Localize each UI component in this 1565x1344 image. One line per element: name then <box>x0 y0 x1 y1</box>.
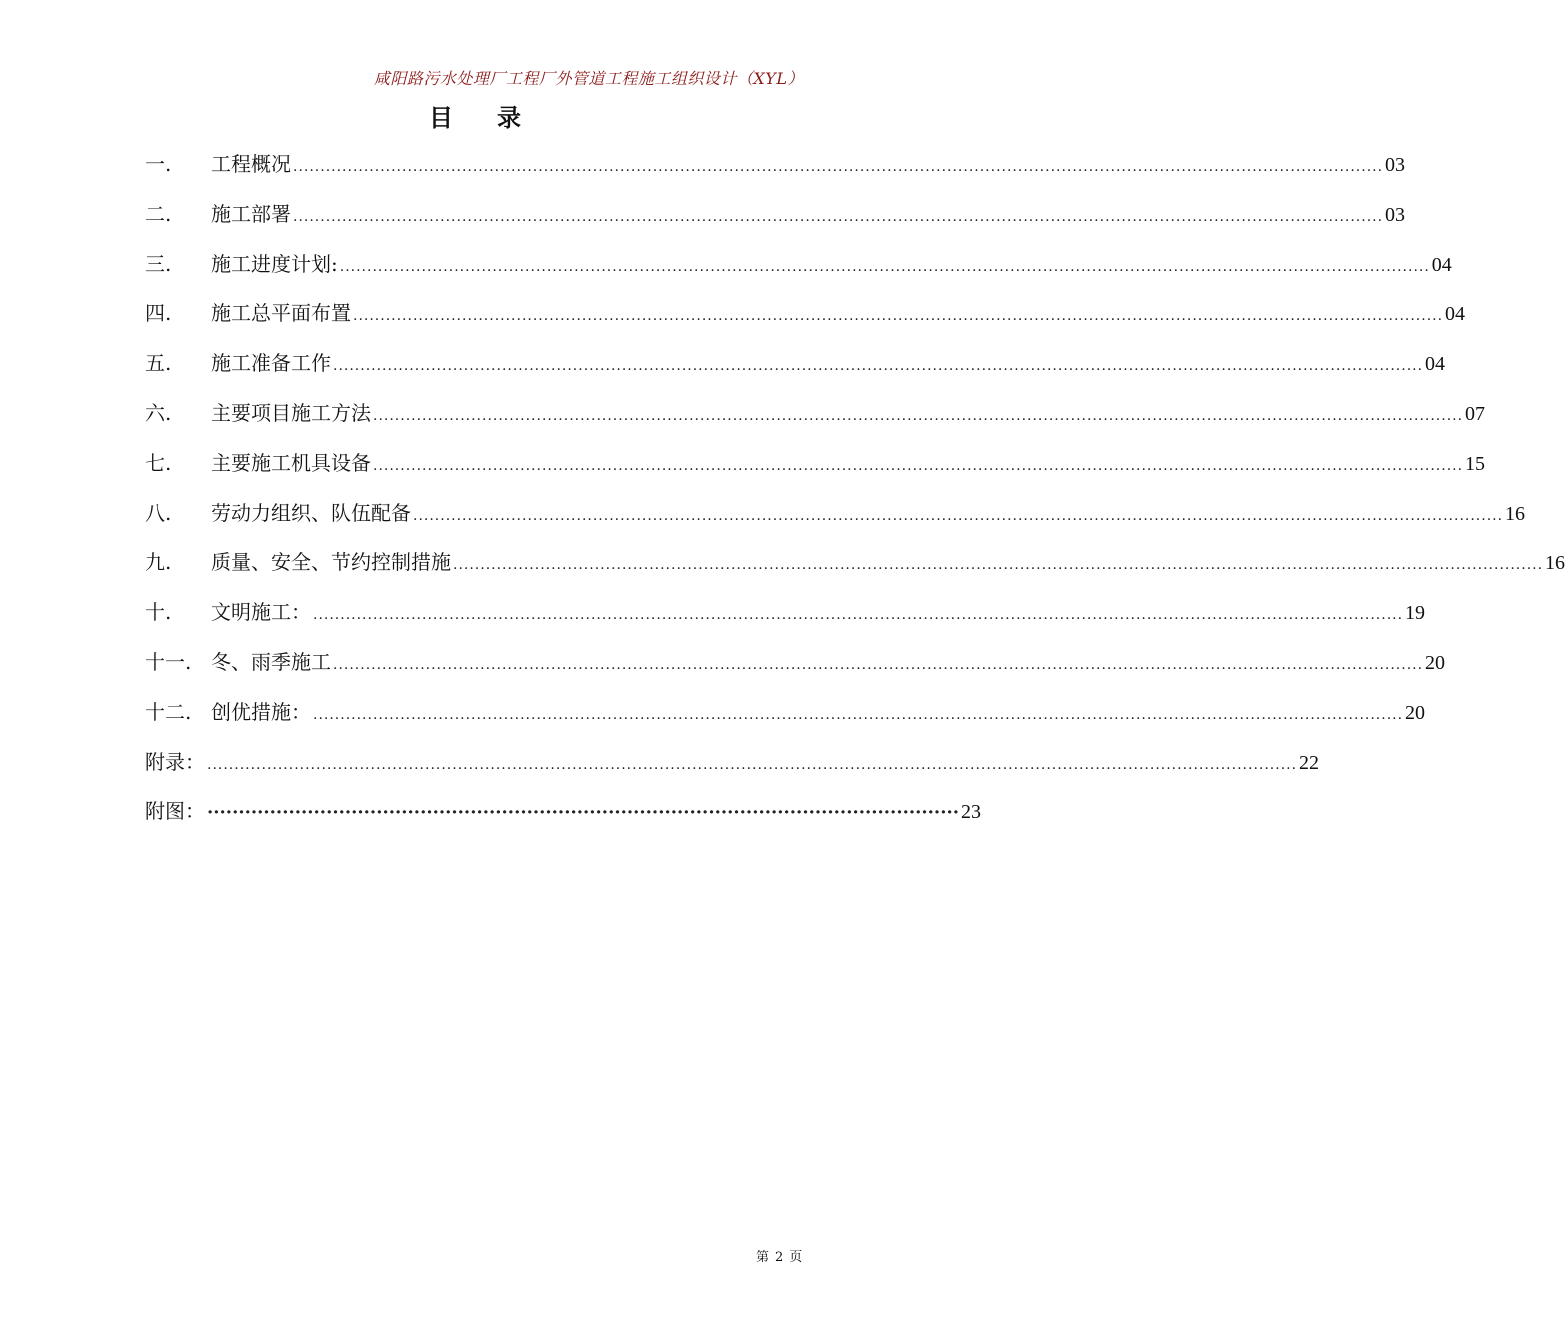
dot-leader: ........................................................................................................................................................................................................ <box>333 358 1424 375</box>
page-title <box>0 98 950 133</box>
toc-entry-label: 创优措施： <box>211 699 311 724</box>
toc-entry-number: 四. <box>145 301 172 326</box>
toc-entry-number: 十. <box>145 600 172 625</box>
toc-entry-number: 七. <box>145 450 172 475</box>
footer-page-number: 2 <box>775 1250 784 1265</box>
toc-entry[interactable] <box>145 445 1486 495</box>
toc-entry-page: 22 <box>1299 751 1320 774</box>
toc-entry-label: 主要项目施工方法 <box>211 400 371 425</box>
toc-entry-label: 附录： <box>145 749 205 774</box>
toc-entry-page: 03 <box>1385 203 1406 226</box>
title-char-2: 录 <box>497 103 521 132</box>
toc-entry-number: 九. <box>145 550 172 575</box>
toc-entry-page: 20 <box>1425 651 1446 674</box>
toc-entry-label: 施工部署 <box>211 201 291 226</box>
toc-entry-label: 工程概况 <box>211 152 291 176</box>
dot-leader: ........................................................................................................................................................................................................ <box>293 208 1384 225</box>
toc-entry[interactable] <box>145 146 1406 196</box>
toc-entry-page: 19 <box>1405 602 1426 625</box>
dot-leader: ························································································································ <box>207 802 959 824</box>
table-of-contents <box>145 146 1565 843</box>
toc-entry[interactable] <box>145 295 1466 345</box>
toc-entry-number: 十一. <box>145 649 192 674</box>
page-number-footer <box>756 1246 808 1265</box>
toc-entry[interactable] <box>145 196 1406 246</box>
toc-entry-page: 04 <box>1431 253 1452 276</box>
toc-entry[interactable] <box>145 345 1446 395</box>
toc-entry[interactable] <box>145 246 1452 296</box>
toc-entry[interactable] <box>145 644 1446 694</box>
toc-entry-number: 六. <box>145 400 172 425</box>
footer-suffix: 页 <box>789 1250 803 1265</box>
title-char-1: 目 <box>429 103 453 132</box>
toc-entry[interactable] <box>145 395 1486 445</box>
toc-entry[interactable] <box>145 694 1426 744</box>
toc-entry-label: 主要施工机具设备 <box>211 450 371 475</box>
dot-leader: ........................................................................................................................................................................................................ <box>313 607 1404 624</box>
toc-entry-page: 20 <box>1405 701 1426 724</box>
toc-entry[interactable] <box>145 793 981 843</box>
toc-entry-label: 质量、安全、节约控制措施 <box>211 550 451 575</box>
toc-entry-page: 16 <box>1545 552 1565 575</box>
dot-leader: ........................................................................................................................................................................................................ <box>353 308 1444 325</box>
dot-leader: ........................................................................................................................................................................................................ <box>313 706 1404 723</box>
dot-leader: ........................................................................................................................................................................................................ <box>293 159 1384 175</box>
toc-entry-page: 23 <box>961 801 981 824</box>
toc-entry-number: 五. <box>145 351 172 376</box>
toc-entry[interactable] <box>145 594 1426 644</box>
dot-leader: ........................................................................................................................................................................................................ <box>333 656 1424 673</box>
dot-leader: ........................................................................................................................................................................................................ <box>373 407 1464 424</box>
toc-entry-page: 07 <box>1465 402 1486 425</box>
dot-leader: ........................................................................................................................................................................................................ <box>413 507 1504 524</box>
toc-entry-label: 文明施工： <box>211 600 311 625</box>
toc-entry-label: 施工总平面布置 <box>211 301 351 326</box>
toc-entry-number: 三. <box>145 251 172 276</box>
toc-entry-label: 劳动力组织、队伍配备 <box>211 500 411 525</box>
toc-entry-page: 03 <box>1385 154 1406 176</box>
dot-leader: ........................................................................................................................................................................................................ <box>207 756 1298 773</box>
dot-leader: ........................................................................................................................................................................................................ <box>453 557 1544 574</box>
toc-entry-label: 施工进度计划: <box>211 251 338 276</box>
toc-entry-page: 04 <box>1445 303 1466 326</box>
dot-leader: ........................................................................................................................................................................................................ <box>373 457 1464 474</box>
toc-entry-label: 附图： <box>145 799 205 824</box>
toc-entry-page: 04 <box>1425 353 1446 376</box>
toc-entry-number: 十二. <box>145 699 192 724</box>
toc-entry-label: 施工准备工作 <box>211 351 331 376</box>
toc-entry-number: 一. <box>145 152 172 176</box>
running-header: 咸阳路污水处理厂工程厂外管道工程施工组织设计（XYL） <box>373 69 804 88</box>
toc-entry-number: 八. <box>145 500 172 525</box>
toc-entry[interactable] <box>145 495 1526 545</box>
footer-prefix: 第 <box>756 1250 770 1265</box>
dot-leader: ........................................................................................................................................................................................................ <box>339 258 1430 275</box>
toc-entry-page: 16 <box>1505 502 1526 525</box>
toc-entry-page: 15 <box>1465 452 1486 475</box>
toc-entry[interactable] <box>145 744 1320 794</box>
toc-entry-label: 冬、雨季施工 <box>211 649 331 674</box>
toc-entry[interactable] <box>145 544 1565 594</box>
toc-entry-number: 二. <box>145 201 172 226</box>
